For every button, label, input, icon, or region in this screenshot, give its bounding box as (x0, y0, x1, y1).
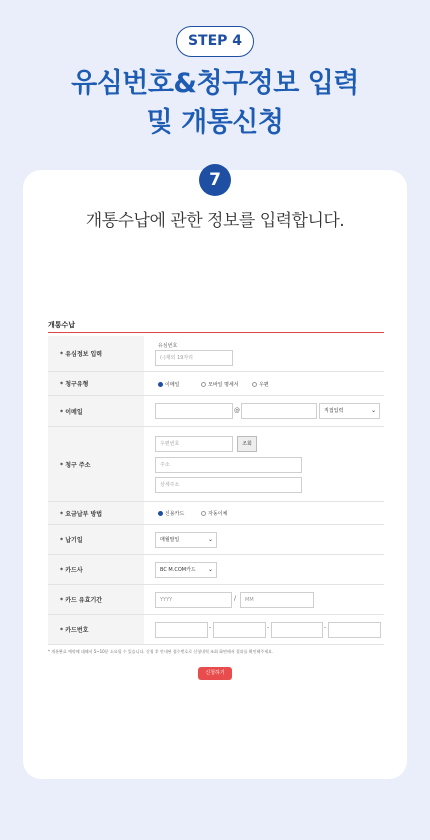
card-company-row (48, 555, 384, 585)
payment-method-label: * 요금납부 방법 (48, 502, 144, 524)
email-domain-input[interactable] (241, 403, 317, 419)
radio-mobile-bill-label: 모바일 명세서 (208, 382, 239, 388)
email-at-sign: @ (234, 407, 240, 414)
payment-day-select-value: 매월말일 (160, 537, 180, 543)
step-badge: STEP 4 (176, 26, 254, 57)
usim-number-input[interactable]: (-)제외 19자리 (155, 350, 233, 366)
payment-method-row (48, 502, 384, 525)
address-detail-input[interactable]: 상세주소 (155, 477, 302, 493)
card-company-label: * 카드사 (48, 555, 144, 584)
card-number-label: * 카드번호 (48, 615, 144, 644)
email-domain-select-value: 직접입력 (324, 408, 344, 414)
page-headline (0, 64, 430, 142)
radio-post[interactable] (252, 381, 269, 388)
radio-credit-card[interactable] (158, 510, 184, 517)
card-expiry-month-input[interactable]: MM (240, 592, 314, 608)
radio-email-label: 이메일 (165, 382, 180, 388)
card-number-input-1[interactable] (155, 622, 208, 638)
radio-unselected-icon (252, 382, 257, 387)
postcode-search-button[interactable]: 조회 (237, 436, 257, 452)
email-label: * 이메일 (48, 396, 144, 426)
usim-row (48, 336, 384, 372)
payment-day-label: * 납기일 (48, 525, 144, 554)
submit-button[interactable]: 신청하기 (198, 667, 232, 680)
card-expiry-slash: / (234, 595, 237, 602)
address-label: * 청구 주소 (48, 427, 144, 501)
radio-auto-transfer-label: 자동이체 (208, 511, 228, 517)
radio-selected-icon (158, 511, 163, 516)
email-id-input[interactable] (155, 403, 233, 419)
address-row (48, 427, 384, 502)
headline-line-1: 유심번호&청구정보 입력 (71, 68, 359, 99)
radio-credit-card-label: 신용카드 (165, 511, 185, 517)
chevron-down-icon: ⌄ (370, 407, 376, 414)
card-expiry-row (48, 585, 384, 615)
billing-type-row (48, 372, 384, 396)
payment-day-select[interactable] (155, 532, 217, 548)
chevron-down-icon: ⌄ (207, 566, 213, 573)
form-title-divider (48, 332, 384, 333)
radio-post-label: 우편 (259, 382, 269, 388)
postcode-input[interactable]: 우편번호 (155, 436, 233, 452)
radio-selected-icon (158, 382, 163, 387)
card-number-input-4[interactable] (328, 622, 381, 638)
card-number-dash: - (267, 624, 270, 631)
card-number-input-3[interactable] (271, 622, 323, 638)
card-company-select-value: BC M.COM카드 (160, 567, 196, 573)
usim-label: * 유심정보 입력 (48, 336, 144, 371)
chevron-down-icon: ⌄ (207, 536, 213, 543)
card-company-select[interactable] (155, 562, 217, 578)
usim-sub-label: 유심번호 (158, 343, 178, 349)
card-number-dash: - (324, 624, 327, 631)
radio-mobile-bill[interactable] (201, 381, 239, 388)
payment-day-row (48, 525, 384, 555)
card-number-input-2[interactable] (213, 622, 266, 638)
step-number-badge: 7 (199, 164, 231, 196)
card-title: 개통수납에 관한 정보를 입력합니다. (85, 211, 345, 231)
form-note: * 개통완료 예약에 대해서 5~10분 소요될 수 있습니다. 신청 후 안내된 접수번호로 신청내역 조회 화면에서 결과를 확인해주세요. (48, 649, 274, 654)
card-expiry-label: * 카드 유효기간 (48, 585, 144, 614)
radio-auto-transfer[interactable] (201, 510, 227, 517)
email-row (48, 396, 384, 427)
form-section-title: 개통수납 (48, 321, 76, 329)
card-expiry-year-input[interactable]: YYYY (155, 592, 232, 608)
card-number-dash: - (209, 624, 212, 631)
radio-unselected-icon (201, 382, 206, 387)
address-input[interactable]: 주소 (155, 457, 302, 473)
billing-type-label: * 청구유형 (48, 372, 144, 395)
radio-email[interactable] (158, 381, 180, 388)
email-domain-select[interactable] (319, 403, 380, 419)
headline-line-2: 및 개통신청 (146, 107, 284, 138)
radio-unselected-icon (201, 511, 206, 516)
card-number-row (48, 615, 384, 645)
